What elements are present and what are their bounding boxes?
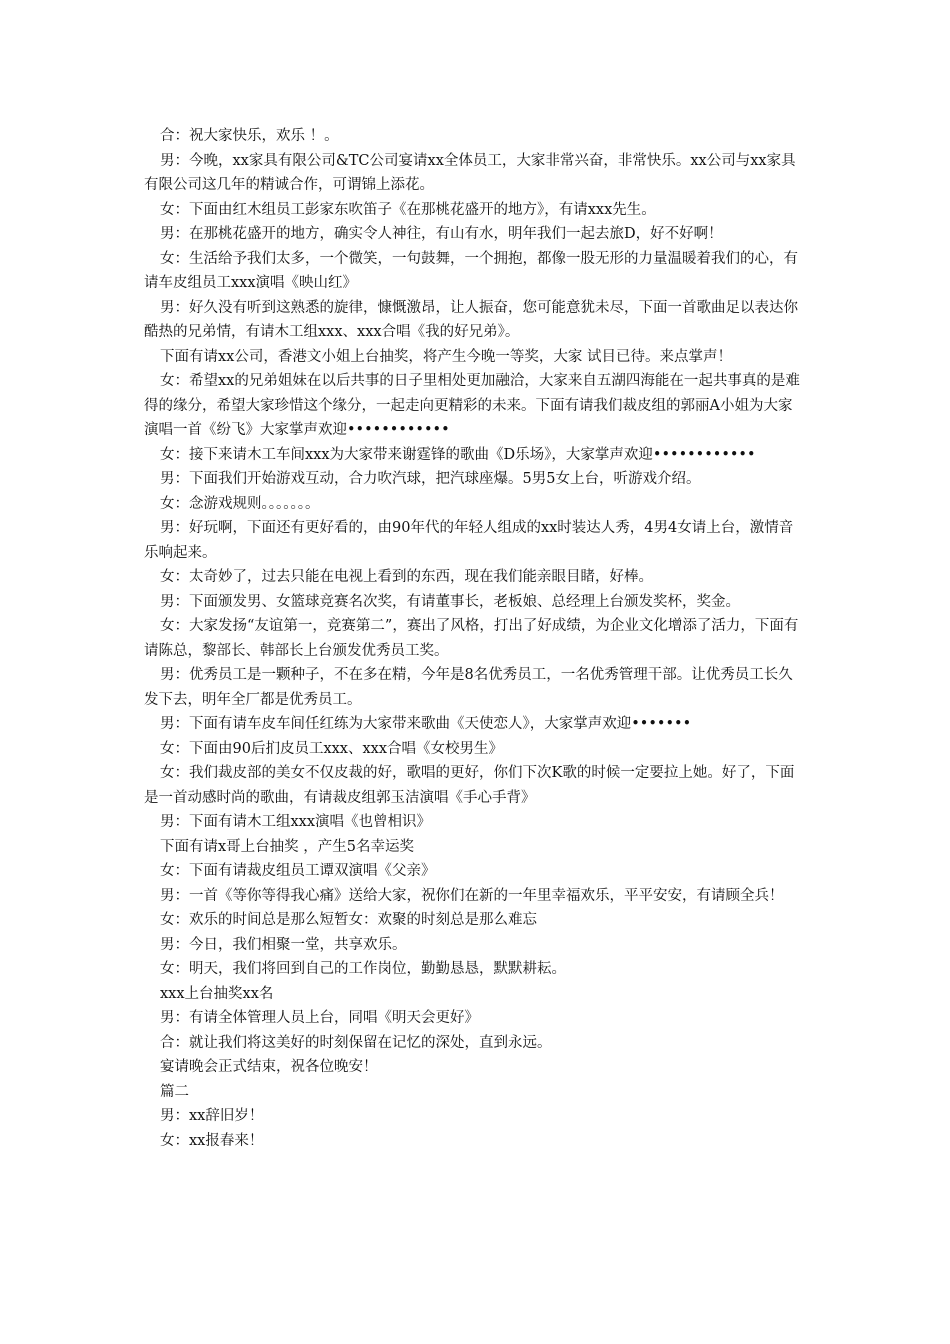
paragraph: 女：我们裁皮部的美女不仅皮裁的好，歌唱的更好，你们下次K歌的时候一定要拉上她。好了，下面是一首动感时尚的歌曲，有请裁皮组郭玉洁演唱《手心手背》 — [144, 765, 795, 806]
paragraph: 合：就让我们将这美好的时刻保留在记忆的深处，直到永远。 — [160, 1034, 552, 1051]
paragraph: 女：希望xx的兄弟姐妹在以后共事的日子里相处更加融洽，大家来自五湖四海能在一起共事真的是难得的缘分，希望大家珍惜这个缘分，一起走向更精彩的未来。下面有请我们裁皮组的郭丽A小姐为大家演唱一首《纷飞》大家掌声欢迎•••••••••••• — [144, 373, 800, 438]
paragraph: 宴请晚会正式结束，祝各位晚安！ — [160, 1059, 378, 1075]
paragraph: 女：念游戏规则。。。。。。。 — [160, 495, 320, 512]
paragraph: 男：好久没有听到这熟悉的旋律，慷慨激昂，让人振奋，您可能意犹未尽，下面一首歌曲足以表达你酷热的兄弟情，有请木工组xxx、xxx合唱《我的好兄弟》。 — [144, 299, 798, 340]
section-heading: 篇二 — [160, 1083, 189, 1100]
paragraph: 女：接下来请木工车间xxx为大家带来谢霆锋的歌曲《D乐场》，大家掌声欢迎•••••••••••• — [160, 446, 756, 463]
paragraph: 男：好玩啊，下面还有更好看的，由90年代的年轻人组成的xx时装达人秀，4男4女请上台，激情音乐响起来。 — [144, 520, 794, 561]
paragraph: 男：下面我们开始游戏互动，合力吹汽球，把汽球座爆。5男5女上台，听游戏介绍。 — [160, 471, 701, 487]
paragraph: 男：xx辞旧岁！ — [160, 1108, 264, 1124]
paragraph: 女：下面由90后扪皮员工xxx、xxx合唱《女校男生》 — [160, 740, 504, 757]
paragraph: 女：下面由红木组员工彭家东吹笛子《在那桃花盛开的地方》，有请xxx先生。 — [160, 201, 656, 218]
paragraph: 女：xx报春来！ — [160, 1132, 264, 1149]
document-body — [144, 124, 804, 1153]
paragraph: 下面有请x哥上台抽奖 ，产生5名幸运奖 — [160, 838, 415, 855]
paragraph: 女：太奇妙了，过去只能在电视上看到的东西，现在我们能亲眼目睹，好棒。 — [160, 569, 653, 585]
paragraph: 女：大家发扬“友谊第一，竞赛第二”，赛出了风格，打出了好成绩，为企业文化增添了活力，下面有请陈总，黎部长、韩部长上台颁发优秀员工奖。 — [144, 618, 799, 659]
paragraph: 男：在那桃花盛开的地方，确实令人神往，有山有水，明年我们一起去旅D，好不好啊！ — [160, 226, 723, 242]
paragraph: 女：下面有请裁皮组员工谭双演唱《父亲》 — [160, 863, 436, 879]
paragraph: 男：一首《等你等得我心痛》送给大家，祝你们在新的一年里幸福欢乐，平平安安，有请顾全兵！ — [160, 887, 784, 904]
paragraph: 男：优秀员工是一颗种子，不在多在精，今年是8名优秀员工，一名优秀管理干部。让优秀员工长久发下去，明年全厂都是优秀员工。 — [144, 667, 793, 708]
paragraph: 女：明天，我们将回到自己的工作岗位，勤勤恳恳，默默耕耘。 — [160, 961, 566, 977]
paragraph: 男：下面有请车皮车间任红练为大家带来歌曲《天使恋人》，大家掌声欢迎••••••• — [160, 716, 692, 732]
paragraph: 男：下面有请木工组xxx演唱《也曾相识》 — [160, 814, 432, 830]
paragraph: 男：下面颁发男、女篮球竞赛名次奖，有请董事长，老板娘、总经理上台颁发奖杯，奖金。 — [160, 593, 740, 610]
paragraph: 女：生活给予我们太多，一个微笑，一句鼓舞，一个拥抱，都像一股无形的力量温暖着我们的心，有请车皮组员工xxx演唱《映山红》 — [144, 250, 798, 291]
paragraph: xxx上台抽奖xx名 — [160, 985, 274, 1002]
paragraph: 合：祝大家快乐，欢乐 ！。 — [160, 128, 339, 144]
paragraph: 男：今日，我们相聚一堂，共享欢乐。 — [160, 936, 407, 953]
paragraph: 女：欢乐的时间总是那么短暂女：欢聚的时刻总是那么难忘 — [160, 912, 537, 928]
paragraph: 下面有请xx公司，香港文小姐上台抽奖，将产生今晚一等奖，大家 试目已待。来点掌声！ — [160, 348, 732, 365]
paragraph: 男：今晚，xx家具有限公司&TC公司宴请xx全体员工，大家非常兴奋，非常快乐。xx公司与xx家具有限公司这几年的精诚合作，可谓锦上添花。 — [144, 152, 796, 193]
paragraph: 男：有请全体管理人员上台，同唱《明天会更好》 — [160, 1010, 479, 1026]
